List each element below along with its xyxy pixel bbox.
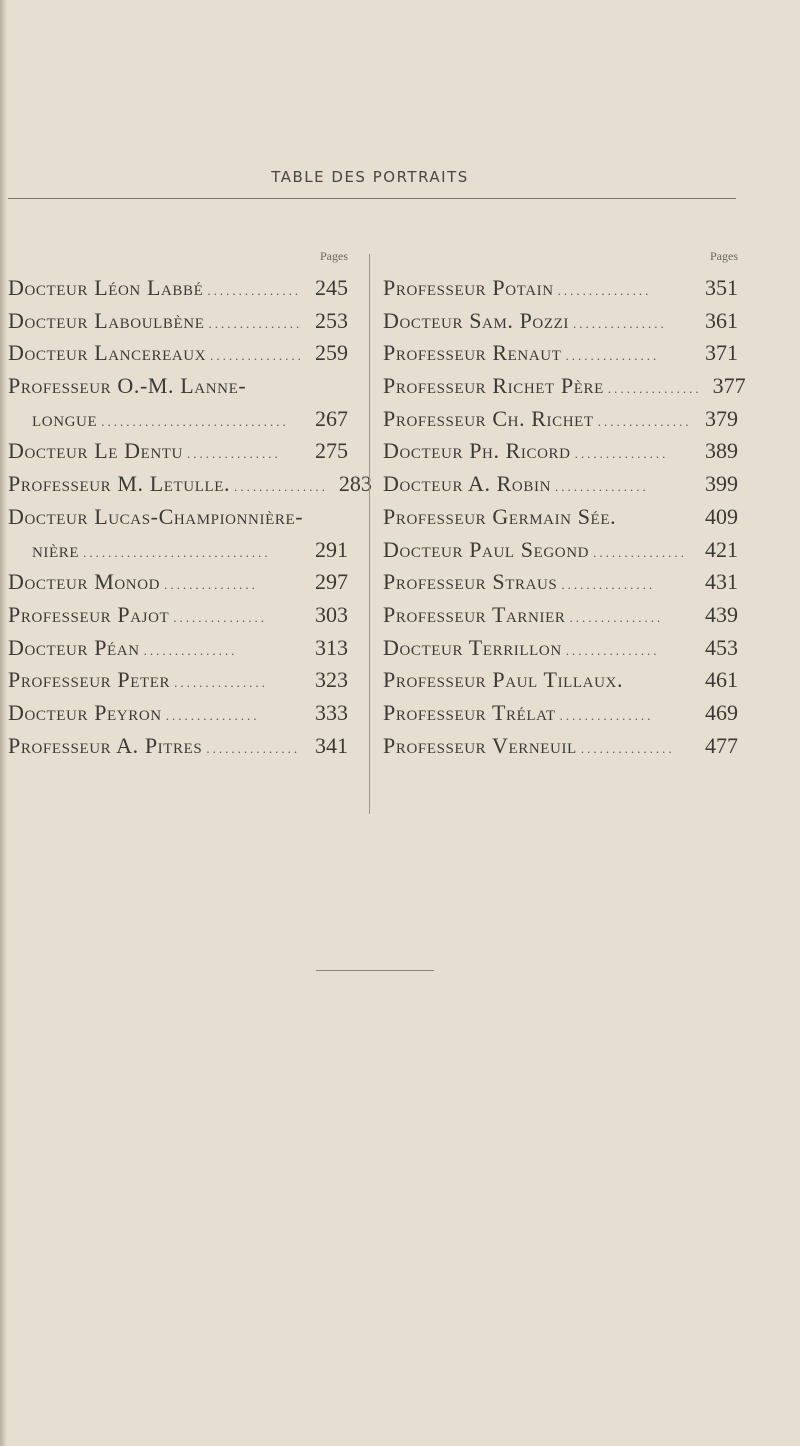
leader-dots: ............... (208, 315, 303, 331)
leader-dots: ............... (555, 479, 649, 495)
toc-entry (8, 272, 348, 305)
toc-entry (8, 370, 348, 403)
leader-dots: ............... (207, 283, 302, 298)
entry-name: Professeur A. Pitres (8, 732, 203, 758)
toc-entry (8, 337, 348, 370)
toc-entry (8, 566, 348, 599)
toc-entry (8, 599, 348, 632)
toc-entry (383, 272, 738, 305)
entry-name: Docteur Ph. Ricord (383, 438, 571, 464)
entry-name: Docteur Terrillon (383, 634, 562, 660)
entry-page-number: 283 (338, 471, 372, 497)
entry-name: Professeur Germain Sée. (383, 503, 617, 529)
toc-entry (8, 632, 348, 665)
leader-dots: ............... (561, 577, 656, 593)
entry-page-number: 291 (315, 536, 348, 562)
toc-entry (383, 632, 738, 665)
title-rule (8, 198, 736, 199)
entry-name: Docteur Lancereaux (8, 340, 207, 366)
entry-name: Professeur Potain (383, 275, 554, 300)
entry-name: Docteur Péan (8, 634, 140, 660)
leader-dots: ............... (559, 707, 654, 723)
entry-name: Professeur Peter (8, 667, 171, 693)
entry-page-number: 371 (705, 340, 738, 366)
entry-page-number: 421 (705, 536, 738, 562)
toc-entry (8, 730, 348, 763)
toc-entry (8, 501, 348, 534)
leader-dots: ............... (565, 642, 660, 658)
toc-entry (383, 501, 738, 534)
entry-name: Professeur O.-M. Lanne- (8, 373, 247, 399)
leader-dots: ............... (574, 446, 669, 462)
entry-name: Professeur Richet Père (383, 373, 604, 399)
entry-page-number: 351 (705, 275, 738, 300)
leader-dots: ............... (234, 479, 328, 495)
entry-name: Professeur Pajot (8, 601, 170, 627)
entry-name: Professeur Verneuil (383, 732, 577, 758)
entry-page-number: 477 (705, 732, 738, 758)
entry-page-number: 431 (705, 569, 738, 595)
leader-dots: ............... (557, 283, 652, 298)
entry-name: Professeur Straus (383, 569, 558, 595)
toc-entry (383, 534, 738, 567)
entry-page-number: 389 (705, 438, 738, 464)
entry-page-number: 303 (315, 601, 348, 627)
toc-entry (8, 403, 348, 436)
leader-dots: .............................. (83, 544, 271, 560)
entry-page-number: 341 (315, 732, 348, 758)
toc-entry (383, 337, 738, 370)
entry-page-number: 377 (712, 373, 746, 399)
toc-entry (383, 370, 746, 403)
page-edge-shadow (0, 0, 7, 1446)
toc-entry (383, 435, 738, 468)
leader-dots: ............... (165, 707, 260, 723)
leader-dots: ............... (173, 609, 268, 625)
leader-dots: ............... (597, 413, 692, 429)
entry-name: Docteur Monod (8, 569, 161, 595)
entry-page-number: 439 (705, 601, 738, 627)
toc-entry (383, 566, 738, 599)
leader-dots: ............... (174, 675, 268, 691)
leader-dots: ............... (572, 315, 667, 331)
leader-dots: ............... (210, 348, 304, 364)
leader-dots: ............... (565, 348, 660, 364)
leader-dots: .............................. (101, 413, 289, 429)
entry-page-number: 253 (315, 307, 348, 333)
leader-dots: ............... (186, 446, 281, 462)
entry-page-number: 361 (705, 307, 738, 333)
entry-name: Professeur Paul Tillaux. (383, 667, 624, 693)
entry-name: longue (32, 405, 98, 431)
toc-entry (8, 664, 348, 697)
entry-page-number: 453 (705, 634, 738, 660)
toc-entry (8, 305, 348, 338)
entry-page-number: 399 (705, 471, 738, 497)
entry-page-number: 313 (315, 634, 348, 660)
entry-name: Docteur Lucas-Championnière- (8, 503, 304, 529)
leader-dots: ............... (607, 381, 702, 397)
entry-name: Professeur Renaut (383, 340, 562, 366)
entry-name: Professeur Trélat (383, 699, 556, 725)
toc-entry (383, 664, 738, 697)
leader-dots: ............... (593, 544, 687, 560)
entry-name: Docteur Sam. Pozzi (383, 307, 569, 333)
entry-name: Docteur Léon Labbé (8, 275, 204, 300)
leader-dots: ............... (206, 740, 301, 756)
toc-entry (383, 305, 738, 338)
entry-name: Professeur M. Letulle. (8, 471, 231, 497)
entry-page-number: 323 (315, 667, 348, 693)
end-rule (316, 970, 434, 971)
toc-entry (8, 697, 348, 730)
page-title: TABLE DES PORTRAITS (271, 168, 469, 186)
leader-dots: ............... (569, 609, 664, 625)
toc-entry (383, 403, 738, 436)
entry-name: Docteur Peyron (8, 699, 162, 725)
left-entry-list (8, 272, 372, 762)
entry-page-number: 259 (315, 340, 348, 366)
toc-entry (8, 534, 348, 567)
entry-name: Docteur Paul Segond (383, 536, 590, 562)
toc-entry (383, 599, 738, 632)
toc-entry (383, 468, 738, 501)
entry-page-number: 245 (315, 275, 348, 300)
entry-page-number: 469 (705, 699, 738, 725)
entry-name: Docteur A. Robin (383, 471, 552, 497)
entry-page-number: 379 (705, 405, 738, 431)
entry-page-number: 275 (315, 438, 348, 464)
column-divider (369, 254, 370, 814)
entry-page-number: 297 (315, 569, 348, 595)
toc-entry (8, 468, 372, 501)
pages-label-left: Pages (320, 249, 348, 263)
leader-dots: ............... (164, 577, 258, 593)
leader-dots: ............... (580, 740, 675, 756)
entry-name: nière (32, 536, 80, 562)
entry-name: Docteur Le Dentu (8, 438, 183, 464)
entry-name: Professeur Tarnier (383, 601, 566, 627)
leader-dots: ............... (143, 642, 238, 658)
entry-page-number: 267 (315, 405, 348, 431)
entry-name: Professeur Ch. Richet (383, 405, 594, 431)
right-column (383, 246, 746, 762)
left-column (8, 246, 372, 762)
right-entry-list (383, 272, 746, 762)
toc-entry (8, 435, 348, 468)
entry-name: Docteur Laboulbène (8, 307, 205, 333)
entry-page-number: 409 (705, 503, 738, 529)
entry-page-number: 333 (315, 699, 348, 725)
entry-page-number: 461 (705, 667, 738, 693)
pages-label-right: Pages (710, 249, 738, 263)
toc-entry (383, 730, 738, 763)
toc-entry (383, 697, 738, 730)
